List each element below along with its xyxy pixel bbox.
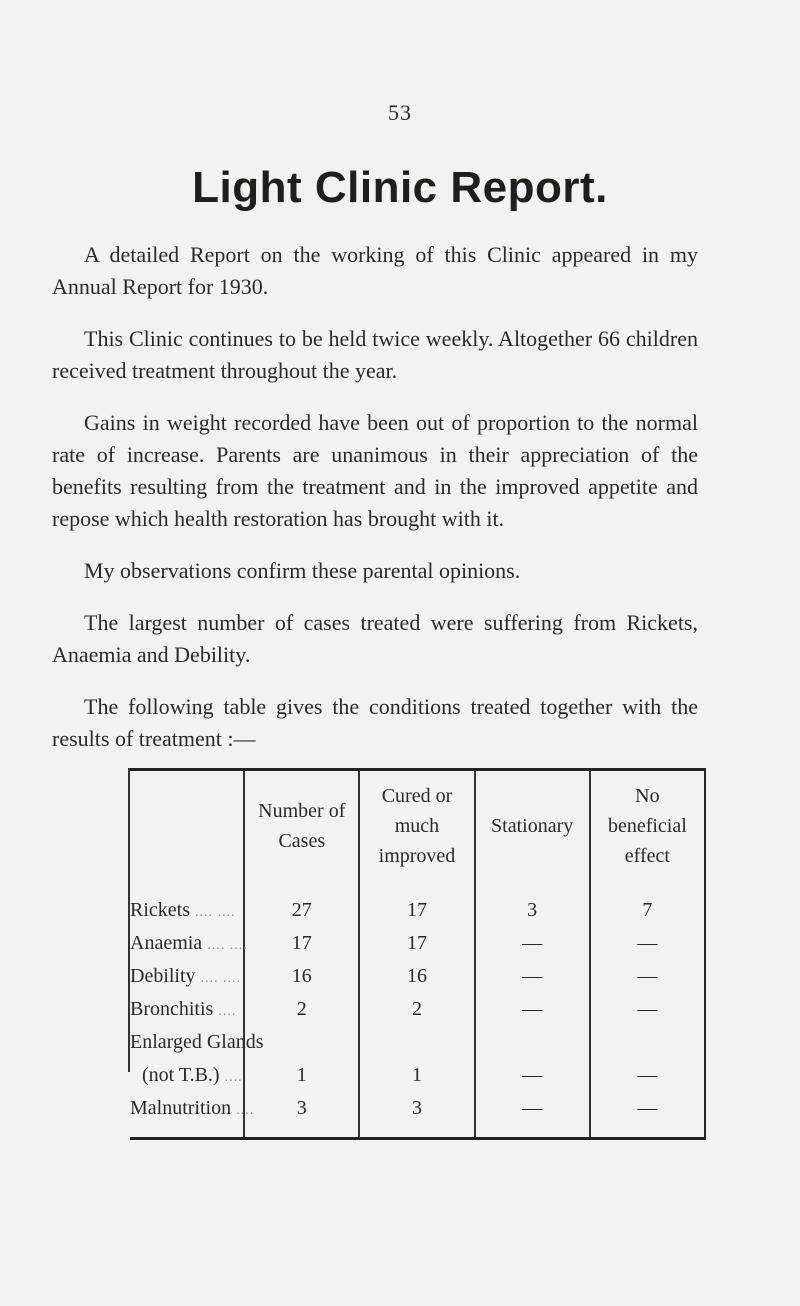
header-stationary: Stationary bbox=[475, 770, 590, 882]
table-row bbox=[130, 1093, 705, 1139]
paragraph-2: This Clinic continues to be held twice weekly. Altogether 66 children received treatment throughout the year. bbox=[52, 326, 698, 383]
row-condition: Bronchitis bbox=[130, 998, 214, 1020]
row-condition: Debility bbox=[130, 965, 196, 987]
cell-no-effect: 7 bbox=[590, 895, 705, 928]
cell-cases: 17 bbox=[244, 928, 359, 961]
paragraph-1: A detailed Report on the working of this Clinic appeared in my Annual Report for 1930. bbox=[52, 242, 698, 299]
cell-cured: 16 bbox=[359, 961, 474, 994]
cell-cases: 2 bbox=[244, 994, 359, 1027]
cell-no-effect: — bbox=[590, 1060, 705, 1093]
cell-cured bbox=[359, 1027, 474, 1060]
paragraph-3: Gains in weight recorded have been out of proportion to the normal rate of increase. Parents are unanimous in their appreciation of the benefits resulting from the treatment and in the improved appetite and repose which health restoration has brought with it. bbox=[52, 410, 698, 531]
results-table-wrapper bbox=[130, 768, 706, 1119]
leader-dots: .... .... bbox=[200, 971, 242, 986]
table-row bbox=[130, 994, 705, 1027]
cell-stationary bbox=[475, 1027, 590, 1060]
header-condition bbox=[130, 770, 244, 882]
row-condition: Rickets bbox=[130, 899, 190, 921]
row-condition: Enlarged Glands bbox=[130, 1031, 264, 1053]
cell-stationary: — bbox=[475, 1093, 590, 1139]
leader-dots: .... bbox=[224, 1070, 243, 1085]
leader-dots: .... .... bbox=[207, 938, 248, 953]
page-number: 53 bbox=[388, 100, 412, 125]
table-row bbox=[130, 1027, 705, 1060]
cell-no-effect: — bbox=[590, 994, 705, 1027]
report-body bbox=[52, 239, 698, 775]
row-condition: (not T.B.) bbox=[142, 1064, 220, 1086]
paragraph-4: My observations confirm these parental opinions. bbox=[84, 558, 521, 583]
header-number-of-cases: Number of Cases bbox=[244, 770, 359, 882]
leader-dots: .... bbox=[218, 1004, 237, 1019]
cell-cases: 27 bbox=[244, 895, 359, 928]
paragraph-6: The following table gives the conditions treated together with the results of treatment :— bbox=[52, 694, 698, 751]
cell-stationary: 3 bbox=[475, 895, 590, 928]
cell-stationary: — bbox=[475, 994, 590, 1027]
table-row bbox=[130, 961, 705, 994]
cell-no-effect bbox=[590, 1027, 705, 1060]
paragraph-5: The largest number of cases treated were suffering from Rickets, Anaemia and Debility. bbox=[52, 610, 698, 667]
cell-cured: 17 bbox=[359, 895, 474, 928]
cell-cured: 3 bbox=[359, 1093, 474, 1139]
cell-cases: 16 bbox=[244, 961, 359, 994]
cell-stationary: — bbox=[475, 961, 590, 994]
cell-cured: 1 bbox=[359, 1060, 474, 1093]
table-row bbox=[130, 895, 705, 928]
cell-cases: 3 bbox=[244, 1093, 359, 1139]
header-cured: Cured or much improved bbox=[359, 770, 474, 882]
table-row bbox=[130, 928, 705, 961]
row-condition: Malnutrition bbox=[130, 1097, 232, 1119]
cell-cured: 17 bbox=[359, 928, 474, 961]
page-title: Light Clinic Report. bbox=[192, 163, 608, 212]
leader-dots: .... .... bbox=[195, 905, 236, 920]
table-spacer-row bbox=[130, 881, 705, 895]
leader-dots: .... bbox=[236, 1103, 255, 1118]
cell-stationary: — bbox=[475, 1060, 590, 1093]
header-no-effect: No beneficial effect bbox=[590, 770, 705, 882]
cell-cured: 2 bbox=[359, 994, 474, 1027]
cell-no-effect: — bbox=[590, 928, 705, 961]
table-header-row bbox=[130, 770, 705, 882]
cell-stationary: — bbox=[475, 928, 590, 961]
results-table bbox=[130, 768, 706, 1140]
cell-no-effect: — bbox=[590, 961, 705, 994]
cell-no-effect: — bbox=[590, 1093, 705, 1139]
cell-cases: 1 bbox=[244, 1060, 359, 1093]
table-row bbox=[130, 1060, 705, 1093]
row-condition: Anaemia bbox=[130, 932, 203, 954]
